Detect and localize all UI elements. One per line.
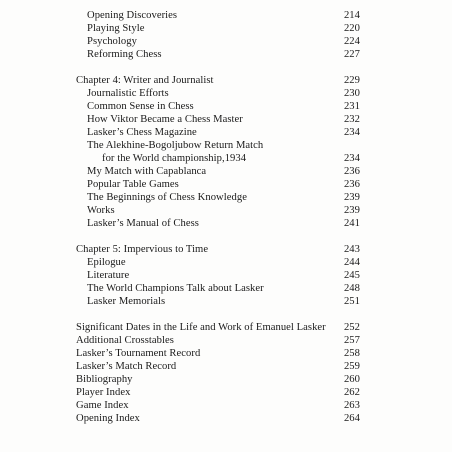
toc-backmatter-title: Additional Crosstables bbox=[76, 335, 174, 346]
toc-entry-page: 248 bbox=[344, 283, 360, 294]
toc-backmatter-title: Opening Index bbox=[76, 413, 140, 424]
toc-entry-page: 241 bbox=[344, 218, 360, 229]
toc-entry-title: Psychology bbox=[87, 36, 137, 47]
toc-entry-title: Reforming Chess bbox=[87, 49, 162, 60]
toc-backmatter-title: Significant Dates in the Life and Work of Emanuel Lasker bbox=[76, 322, 326, 333]
toc-entry-title: My Match with Capablanca bbox=[87, 166, 207, 177]
toc-backmatter-title: Lasker’s Match Record bbox=[76, 361, 177, 372]
toc-entry-title: How Viktor Became a Chess Master bbox=[87, 114, 243, 125]
toc-entry-title: Journalistic Efforts bbox=[87, 88, 169, 99]
toc-entry-title: Lasker’s Chess Magazine bbox=[87, 127, 197, 138]
toc-entry-page: 214 bbox=[344, 10, 360, 21]
toc-entry-page: 239 bbox=[344, 192, 360, 203]
toc-entry-page: 260 bbox=[344, 374, 360, 385]
toc-entry-page: 231 bbox=[344, 101, 360, 112]
toc-entry-page: 264 bbox=[344, 413, 360, 424]
toc-entry-title-continued: for the World championship,1934 bbox=[102, 153, 247, 164]
toc-entry-page: 245 bbox=[344, 270, 360, 281]
chapter-heading: Chapter 4: Writer and Journalist bbox=[76, 75, 214, 86]
toc-entry-title: Common Sense in Chess bbox=[87, 101, 194, 112]
toc-entry-page: 262 bbox=[344, 387, 360, 398]
toc-entry-page: 227 bbox=[344, 49, 360, 60]
chapter-heading: Chapter 5: Impervious to Time bbox=[76, 244, 209, 255]
toc-entry-page: 257 bbox=[344, 335, 360, 346]
toc-entry-title: Playing Style bbox=[87, 23, 145, 34]
toc-entry-page: 236 bbox=[344, 166, 360, 177]
toc-entry-page: 263 bbox=[344, 400, 360, 411]
toc-entry-page: 232 bbox=[344, 114, 360, 125]
toc-entry-page: 258 bbox=[344, 348, 360, 359]
toc-entry-page: 224 bbox=[344, 36, 360, 47]
toc-entry-page: 236 bbox=[344, 179, 360, 190]
toc-entry-title: Opening Discoveries bbox=[87, 10, 178, 21]
toc-entry-title: The World Champions Talk about Lasker bbox=[87, 283, 264, 294]
toc-entry-title: Epilogue bbox=[87, 257, 126, 268]
toc-entry-page: 252 bbox=[344, 322, 360, 333]
toc-entry-page: 234 bbox=[344, 153, 360, 164]
toc-backmatter-title: Lasker’s Tournament Record bbox=[76, 348, 201, 359]
toc-backmatter-title: Bibliography bbox=[76, 374, 133, 385]
toc-entry-title: The Beginnings of Chess Knowledge bbox=[87, 192, 247, 203]
toc-entry-title: Popular Table Games bbox=[87, 179, 179, 190]
toc-backmatter-title: Player Index bbox=[76, 387, 131, 398]
toc-entry-page: 244 bbox=[344, 257, 360, 268]
toc-entry-page: 220 bbox=[344, 23, 360, 34]
toc-entry-title: Literature bbox=[87, 270, 130, 281]
toc-backmatter-title: Game Index bbox=[76, 400, 129, 411]
toc-entry-page: 239 bbox=[344, 205, 360, 216]
chapter-heading-page: 243 bbox=[344, 244, 360, 255]
toc-entry-page: 259 bbox=[344, 361, 360, 372]
chapter-heading-page: 229 bbox=[344, 75, 360, 86]
toc-entry-page: 234 bbox=[344, 127, 360, 138]
toc-entry-title: Lasker Memorials bbox=[87, 296, 166, 307]
toc-entry-title: The Alekhine-Bogoljubow Return Match bbox=[87, 140, 264, 151]
toc-entry-title: Lasker’s Manual of Chess bbox=[87, 218, 199, 229]
toc-entry-page: 230 bbox=[344, 88, 360, 99]
toc-entry-title: Works bbox=[87, 205, 115, 216]
toc-entry-page: 251 bbox=[344, 296, 360, 307]
